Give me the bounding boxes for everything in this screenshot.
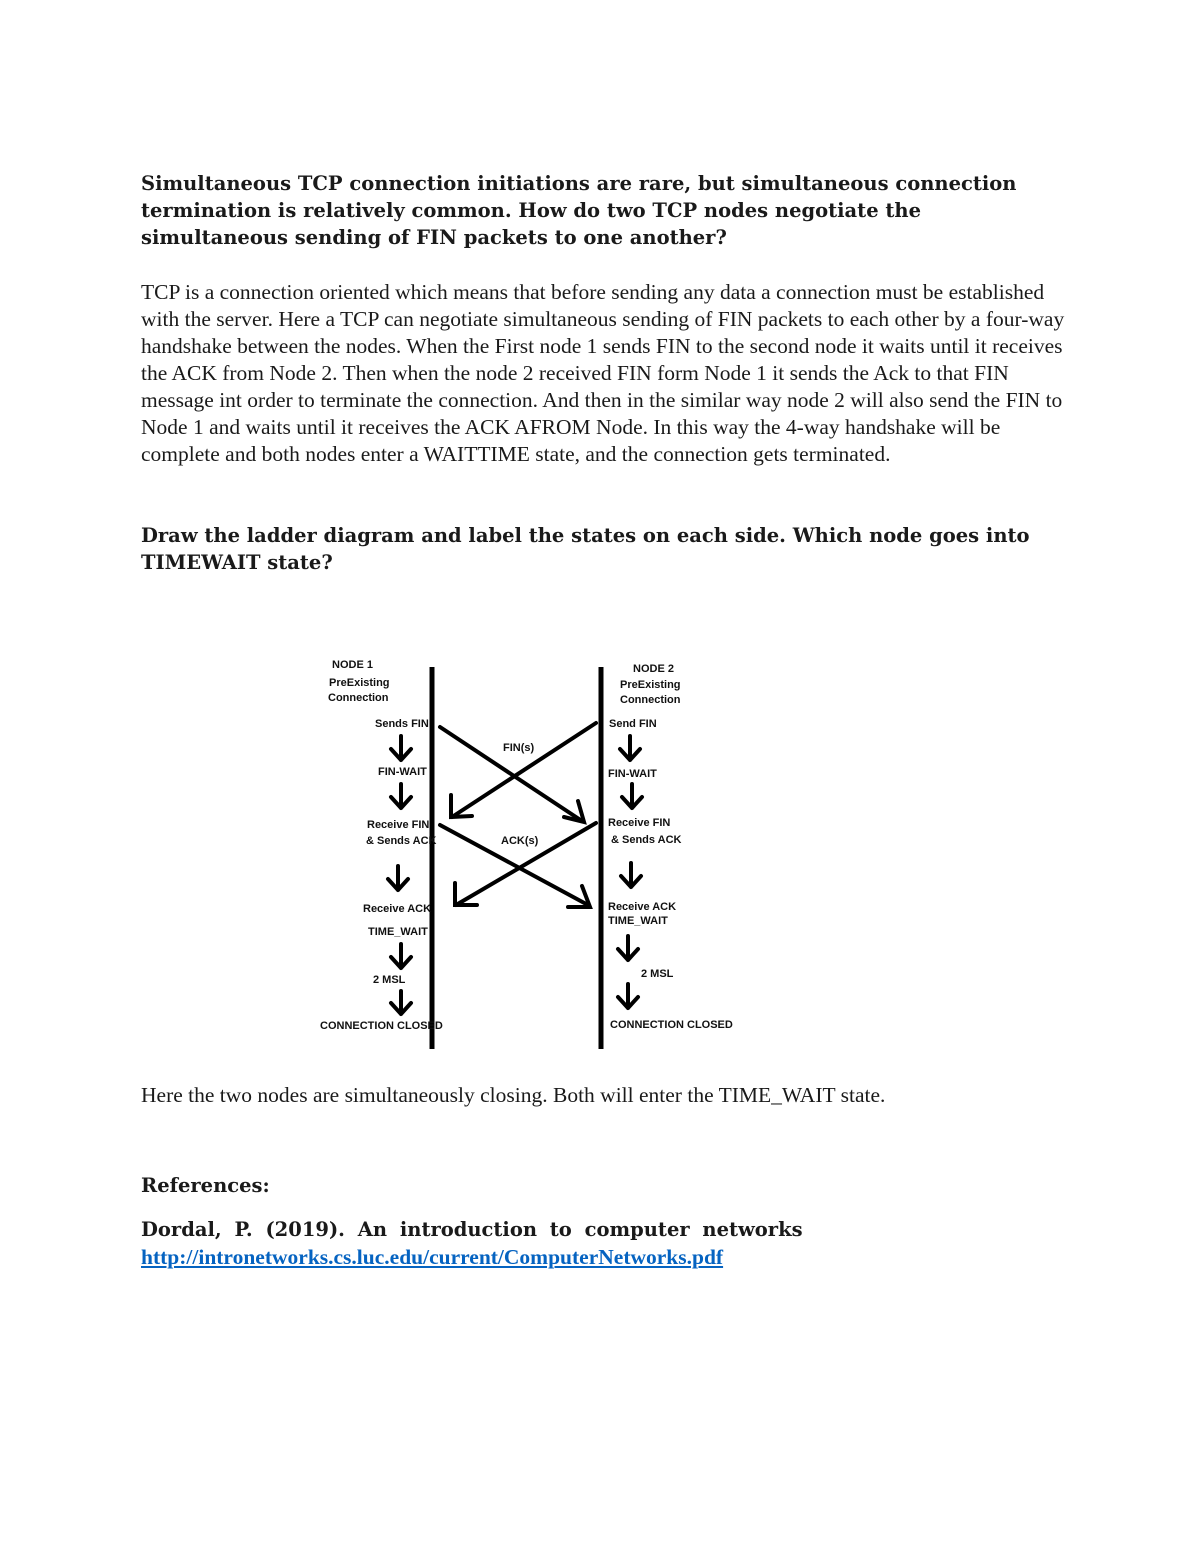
node1-receive-fin: Receive FIN xyxy=(367,819,430,831)
node1-2msl: 2 MSL xyxy=(373,974,406,986)
question-1: Simultaneous TCP connection initiations are rare, but simultaneous connection termination is relatively common. How do two TCP nodes negotiate the simultaneous sending of FIN packets to one another? xyxy=(141,172,1017,249)
node2-connection: Connection xyxy=(620,694,681,706)
node2-sends-ack: & Sends ACK xyxy=(611,834,682,846)
fin-line-node2-to-node1 xyxy=(452,723,596,817)
node2-fin-wait: FIN-WAIT xyxy=(608,768,657,780)
node2-down-arrow-5 xyxy=(618,984,638,1008)
ladder-diagram xyxy=(300,645,750,1060)
node2-receive-ack: Receive ACK xyxy=(608,901,677,913)
node1-connection: Connection xyxy=(328,692,389,704)
node2-receive-fin: Receive FIN xyxy=(608,817,671,829)
ack-label: ACK(s) xyxy=(501,835,539,847)
node1-preexisting: PreExisting xyxy=(329,677,390,689)
reference-link[interactable]: http://intronetworks.cs.luc.edu/current/ComputerNetworks.pdf xyxy=(141,1245,724,1269)
node1-fin-wait: FIN-WAIT xyxy=(378,766,427,778)
node1-title: NODE 1 xyxy=(332,659,373,671)
references-heading: References: xyxy=(141,1174,270,1197)
node2-preexisting: PreExisting xyxy=(620,679,681,691)
node1-time-wait: TIME_WAIT xyxy=(368,926,428,938)
node1-down-arrow-1 xyxy=(391,736,411,760)
node2-send-fin: Send FIN xyxy=(609,718,657,730)
reference-citation: Dordal, P. (2019). An introduction to computer networks xyxy=(141,1218,803,1241)
node1-receive-ack: Receive ACK xyxy=(363,903,432,915)
node2-2msl: 2 MSL xyxy=(641,968,674,980)
node2-down-arrow-3 xyxy=(621,863,641,887)
node1-down-arrow-3 xyxy=(388,866,408,890)
node2-connection-closed: CONNECTION CLOSED xyxy=(610,1019,733,1031)
node1-sends-ack: & Sends ACK xyxy=(366,835,437,847)
node1-down-arrow-4 xyxy=(391,944,411,968)
node2-title: NODE 2 xyxy=(633,663,674,675)
fin-label: FIN(s) xyxy=(503,742,535,754)
node2-time-wait: TIME_WAIT xyxy=(608,915,668,927)
answer-paragraph: TCP is a connection oriented which means that before sending any data a connection must be established with the server. Here a TCP can negotiate simultaneous sending of FIN packets to each other by a four-way handshake between the nodes. When the First node 1 sends FIN to the second node it waits until it receives the ACK from Node 2. Then when the node 2 received FIN form Node 1 it sends the Ack to that FIN message int order to terminate the connection. And then in the similar way node 2 will also send the FIN to Node 1 and waits until it receives the ACK AFROM Node. In this way the 4-way handshake will be complete and both nodes enter a WAITTIME state, and the connection gets terminated. xyxy=(141,280,1065,466)
node2-down-arrow-1 xyxy=(620,736,640,760)
node2-down-arrow-2 xyxy=(622,784,642,808)
node1-down-arrow-2 xyxy=(391,784,411,808)
conclusion-text: Here the two nodes are simultaneously closing. Both will enter the TIME_WAIT state. xyxy=(141,1083,886,1107)
node2-down-arrow-4 xyxy=(618,936,638,960)
node1-down-arrow-5 xyxy=(391,991,411,1014)
question-2: Draw the ladder diagram and label the states on each side. Which node goes into TIMEWAIT state? xyxy=(141,524,1030,574)
node1-sends-fin: Sends FIN xyxy=(375,718,429,730)
node1-connection-closed: CONNECTION CLOSED xyxy=(320,1020,443,1032)
